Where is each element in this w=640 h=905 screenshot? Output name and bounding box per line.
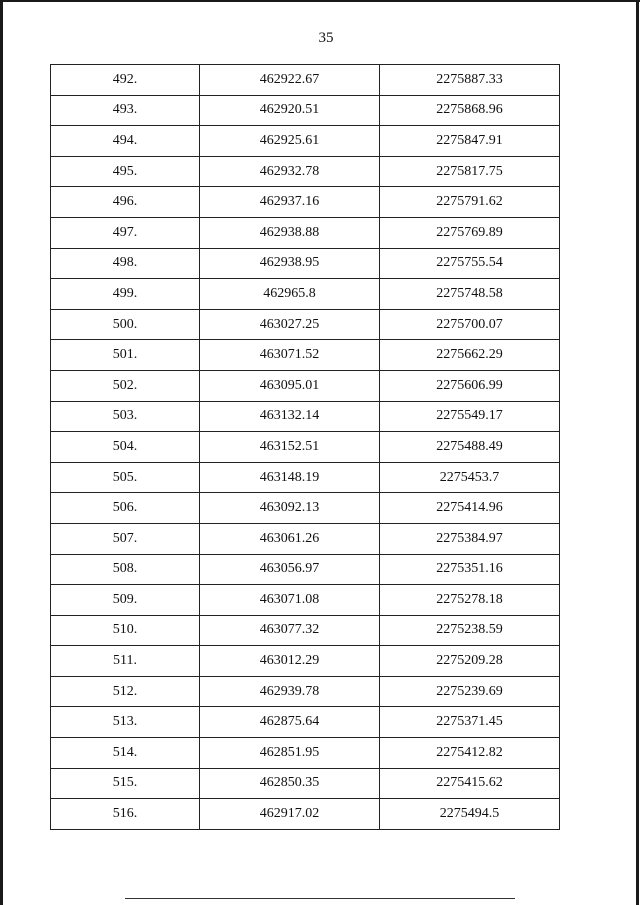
page-edge-left: [0, 0, 3, 905]
table-row: [51, 768, 560, 799]
page-number: 35: [318, 30, 334, 46]
table-row: [51, 156, 560, 187]
point-number-cell: 504.: [51, 432, 200, 463]
table-row: [51, 738, 560, 769]
table-row: [51, 799, 560, 830]
x-coordinate-cell: 462939.78: [200, 676, 380, 707]
point-number-cell: 507.: [51, 523, 200, 554]
y-coordinate-cell: 2275549.17: [380, 401, 560, 432]
x-coordinate-cell: 463056.97: [200, 554, 380, 585]
y-coordinate-cell: 2275847.91: [380, 126, 560, 157]
table-row: [51, 65, 560, 96]
table-row: [51, 432, 560, 463]
coordinates-table-body: [51, 65, 560, 830]
x-coordinate-cell: 462925.61: [200, 126, 380, 157]
table-row: [51, 248, 560, 279]
point-number-cell: 497.: [51, 217, 200, 248]
table-row: [51, 554, 560, 585]
y-coordinate-cell: 2275238.59: [380, 615, 560, 646]
page-edge-right: [636, 0, 639, 905]
x-coordinate-cell: 463071.08: [200, 585, 380, 616]
y-coordinate-cell: 2275748.58: [380, 279, 560, 310]
table-row: [51, 676, 560, 707]
x-coordinate-cell: 463095.01: [200, 370, 380, 401]
point-number-cell: 510.: [51, 615, 200, 646]
x-coordinate-cell: 462937.16: [200, 187, 380, 218]
table-row: [51, 95, 560, 126]
point-number-cell: 495.: [51, 156, 200, 187]
y-coordinate-cell: 2275887.33: [380, 65, 560, 96]
point-number-cell: 498.: [51, 248, 200, 279]
y-coordinate-cell: 2275414.96: [380, 493, 560, 524]
x-coordinate-cell: 462965.8: [200, 279, 380, 310]
x-coordinate-cell: 463148.19: [200, 462, 380, 493]
point-number-cell: 506.: [51, 493, 200, 524]
x-coordinate-cell: 462917.02: [200, 799, 380, 830]
y-coordinate-cell: 2275371.45: [380, 707, 560, 738]
point-number-cell: 511.: [51, 646, 200, 677]
point-number-cell: 503.: [51, 401, 200, 432]
point-number-cell: 502.: [51, 370, 200, 401]
table-row: [51, 217, 560, 248]
x-coordinate-cell: 463092.13: [200, 493, 380, 524]
y-coordinate-cell: 2275494.5: [380, 799, 560, 830]
y-coordinate-cell: 2275488.49: [380, 432, 560, 463]
y-coordinate-cell: 2275415.62: [380, 768, 560, 799]
point-number-cell: 515.: [51, 768, 200, 799]
y-coordinate-cell: 2275755.54: [380, 248, 560, 279]
table-row: [51, 340, 560, 371]
y-coordinate-cell: 2275412.82: [380, 738, 560, 769]
point-number-cell: 494.: [51, 126, 200, 157]
x-coordinate-cell: 463061.26: [200, 523, 380, 554]
y-coordinate-cell: 2275817.75: [380, 156, 560, 187]
point-number-cell: 514.: [51, 738, 200, 769]
point-number-cell: 509.: [51, 585, 200, 616]
x-coordinate-cell: 463152.51: [200, 432, 380, 463]
table-row: [51, 309, 560, 340]
table-row: [51, 462, 560, 493]
x-coordinate-cell: 463077.32: [200, 615, 380, 646]
y-coordinate-cell: 2275384.97: [380, 523, 560, 554]
table-row: [51, 585, 560, 616]
table-row: [51, 523, 560, 554]
footer-rule: [125, 898, 515, 899]
table-row: [51, 279, 560, 310]
x-coordinate-cell: 462920.51: [200, 95, 380, 126]
y-coordinate-cell: 2275606.99: [380, 370, 560, 401]
table-row: [51, 370, 560, 401]
point-number-cell: 492.: [51, 65, 200, 96]
x-coordinate-cell: 462850.35: [200, 768, 380, 799]
x-coordinate-cell: 462932.78: [200, 156, 380, 187]
x-coordinate-cell: 462851.95: [200, 738, 380, 769]
point-number-cell: 496.: [51, 187, 200, 218]
point-number-cell: 499.: [51, 279, 200, 310]
point-number-cell: 505.: [51, 462, 200, 493]
y-coordinate-cell: 2275868.96: [380, 95, 560, 126]
x-coordinate-cell: 462875.64: [200, 707, 380, 738]
table-row: [51, 707, 560, 738]
table-row: [51, 187, 560, 218]
y-coordinate-cell: 2275662.29: [380, 340, 560, 371]
x-coordinate-cell: 462922.67: [200, 65, 380, 96]
table-row: [51, 646, 560, 677]
point-number-cell: 493.: [51, 95, 200, 126]
x-coordinate-cell: 462938.95: [200, 248, 380, 279]
table-row: [51, 615, 560, 646]
x-coordinate-cell: 462938.88: [200, 217, 380, 248]
point-number-cell: 512.: [51, 676, 200, 707]
y-coordinate-cell: 2275791.62: [380, 187, 560, 218]
x-coordinate-cell: 463132.14: [200, 401, 380, 432]
y-coordinate-cell: 2275351.16: [380, 554, 560, 585]
coordinates-table: [50, 64, 560, 830]
point-number-cell: 508.: [51, 554, 200, 585]
y-coordinate-cell: 2275453.7: [380, 462, 560, 493]
y-coordinate-cell: 2275769.89: [380, 217, 560, 248]
x-coordinate-cell: 463027.25: [200, 309, 380, 340]
point-number-cell: 516.: [51, 799, 200, 830]
table-row: [51, 401, 560, 432]
y-coordinate-cell: 2275278.18: [380, 585, 560, 616]
table-row: [51, 126, 560, 157]
y-coordinate-cell: 2275239.69: [380, 676, 560, 707]
point-number-cell: 500.: [51, 309, 200, 340]
point-number-cell: 513.: [51, 707, 200, 738]
y-coordinate-cell: 2275209.28: [380, 646, 560, 677]
point-number-cell: 501.: [51, 340, 200, 371]
table-row: [51, 493, 560, 524]
y-coordinate-cell: 2275700.07: [380, 309, 560, 340]
x-coordinate-cell: 463071.52: [200, 340, 380, 371]
x-coordinate-cell: 463012.29: [200, 646, 380, 677]
page-edge-top: [0, 0, 640, 2]
